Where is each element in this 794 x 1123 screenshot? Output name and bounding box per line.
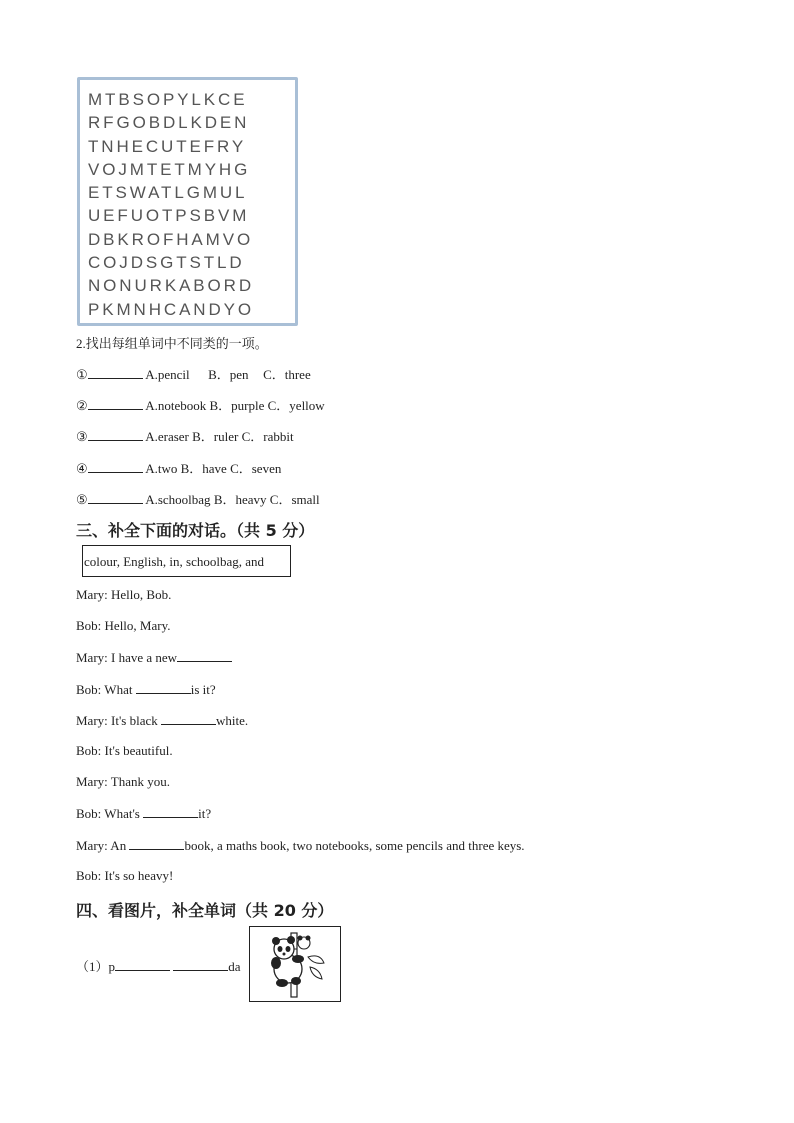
option-a: A.eraser xyxy=(145,429,189,444)
dialogue-line xyxy=(76,868,173,884)
grid-row: DBKROFHAMVO xyxy=(88,229,254,249)
section4-heading: 四、看图片，补全单词（共 20 分） xyxy=(76,901,334,920)
odd-one-out-item xyxy=(76,426,294,445)
option-c: C．yellow xyxy=(267,398,325,413)
answer-blank[interactable] xyxy=(88,397,143,410)
option-a: A.two xyxy=(145,461,178,476)
dialogue-line xyxy=(76,681,216,698)
dialogue-line xyxy=(76,743,173,759)
item-number: ② xyxy=(76,398,88,413)
dialogue-text-after: it? xyxy=(198,806,212,821)
option-b: B．pen xyxy=(208,367,249,382)
dialogue-text-after: is it? xyxy=(190,682,216,697)
option-c: C．three xyxy=(263,367,311,382)
dialogue-text-after: book, a maths book, two notebooks, some pencils and three keys. xyxy=(184,838,525,853)
dialogue-text: Bob: What's xyxy=(76,806,144,821)
answer-blank[interactable] xyxy=(88,428,143,441)
answer-blank[interactable] xyxy=(88,366,143,379)
dialogue-text: Bob: It's so heavy! xyxy=(76,868,174,883)
option-a: A.notebook xyxy=(145,398,207,413)
answer-blank[interactable] xyxy=(161,712,216,725)
word-bank-box: colour, English, in, schoolbag, and xyxy=(82,545,291,577)
dialogue-text: Mary: Hello, Bob. xyxy=(76,587,172,602)
answer-blank[interactable] xyxy=(143,805,198,818)
option-c: C．seven xyxy=(230,461,282,476)
dialogue-text: Mary: It's black xyxy=(76,713,162,728)
dialogue-text-after: white. xyxy=(216,713,249,728)
answer-blank[interactable] xyxy=(129,837,184,850)
grid-row: COJDSGTSTLD xyxy=(88,253,245,273)
odd-one-out-item xyxy=(76,458,281,477)
answer-blank[interactable] xyxy=(88,491,143,504)
dialogue-line xyxy=(76,712,248,729)
option-b: B．ruler xyxy=(192,429,239,444)
word-grid-rows xyxy=(88,88,254,321)
answer-blank[interactable] xyxy=(173,958,228,971)
dialogue-line xyxy=(76,618,170,634)
item-number: ③ xyxy=(76,429,88,444)
dialogue-text: Bob: Hello, Mary. xyxy=(76,618,171,633)
word-end: da xyxy=(228,959,241,974)
odd-one-out-item xyxy=(76,364,311,383)
item-number: ④ xyxy=(76,461,88,476)
grid-row: TNHECUTEFRY xyxy=(88,136,247,156)
word-start: p xyxy=(108,959,116,974)
dialogue-line xyxy=(76,774,170,790)
option-a: A.schoolbag xyxy=(145,492,211,507)
item-number: ⑤ xyxy=(76,492,88,507)
grid-row: VOJMTETMYHG xyxy=(88,159,251,179)
grid-row: RFGOBDLKDEN xyxy=(88,113,250,133)
option-b: B．purple xyxy=(209,398,265,413)
grid-row: NONURKABORD xyxy=(88,276,255,296)
grid-row: PKMNHCANDYO xyxy=(88,299,255,319)
panda-illustration xyxy=(250,927,340,1001)
section2-title: 2.找出每组单词中不同类的一项。 xyxy=(76,336,268,351)
dialogue-line xyxy=(76,837,525,854)
odd-one-out-item xyxy=(76,395,325,414)
option-a: A.pencil xyxy=(145,367,190,382)
grid-row: UEFUOTPSBVM xyxy=(88,206,250,226)
item-number: ① xyxy=(76,367,88,382)
dialogue-text: Mary: Thank you. xyxy=(76,774,170,789)
answer-blank[interactable] xyxy=(115,958,170,971)
grid-row: MTBSOPYLKCE xyxy=(88,90,248,109)
answer-blank[interactable] xyxy=(136,681,191,694)
grid-row: ETSWATLGMUL xyxy=(88,183,248,203)
option-b: B．heavy xyxy=(213,492,267,507)
answer-blank[interactable] xyxy=(88,460,143,473)
item-number: （1） xyxy=(76,959,109,974)
section3-heading: 三、补全下面的对话。（共 5 分） xyxy=(76,521,315,540)
dialogue-text: Bob: It's beautiful. xyxy=(76,743,173,758)
dialogue-line xyxy=(76,805,211,822)
option-b: B．have xyxy=(180,461,227,476)
dialogue-line xyxy=(76,649,232,666)
dialogue-text: Mary: I have a new xyxy=(76,650,178,665)
answer-blank[interactable] xyxy=(177,649,232,662)
panda-picture xyxy=(249,926,341,1002)
picture-word-item xyxy=(76,956,241,975)
dialogue-text: Mary: An xyxy=(76,838,130,853)
dialogue-line xyxy=(76,587,171,603)
word-search-grid xyxy=(77,77,298,326)
option-c: C．small xyxy=(269,492,320,507)
option-c: C．rabbit xyxy=(241,429,294,444)
odd-one-out-item xyxy=(76,489,320,508)
dialogue-text: Bob: What xyxy=(76,682,136,697)
